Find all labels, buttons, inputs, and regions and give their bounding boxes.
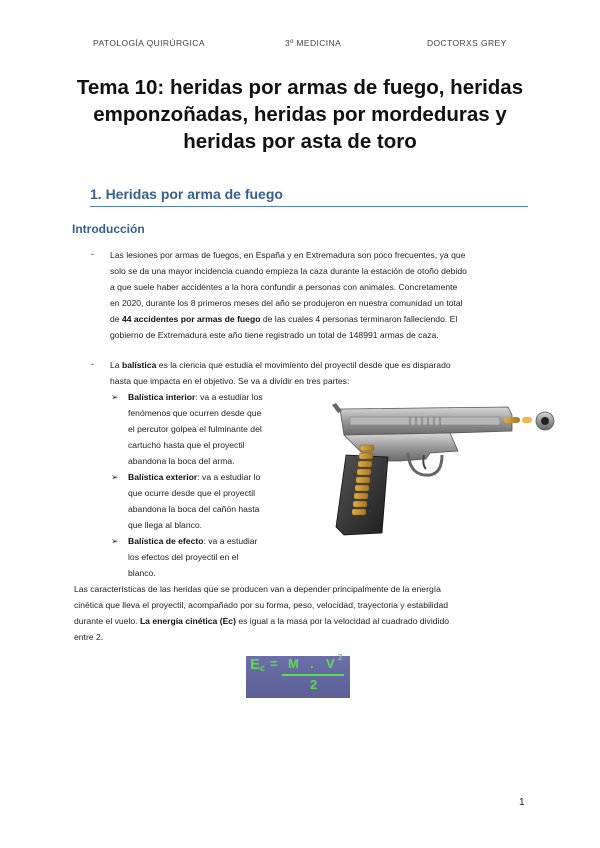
para-line: cartucho hasta que el proyectil [128,440,245,450]
text-run: es la ciencia que estudia el movimiento del proyectil desde que es disparado [156,360,451,370]
para-line: gobierno de Extremadura este año tiene registrado un total de 148991 armas de caza. [110,330,439,340]
arrow-bullet-icon: ➢ [111,472,119,482]
formula-lhs-sub: c [260,663,266,673]
para-line: que llega al blanco. [128,520,203,530]
subitem-exterior [111,469,308,533]
para-line: entre 2. [74,632,104,642]
para-line: Las características de las heridas que se producen van a depender principalmente de la energía [74,584,441,594]
text-run: es igual a la masa por la velocidad al cuadrado dividido [235,616,450,626]
formula-velocity: V [326,656,335,671]
para-line: hasta que impacta en el objetivo. Se va a dividir en tres partes: [110,376,350,386]
para-line [74,613,528,629]
formula-eq: = [270,656,278,671]
intro-paragraph [110,247,528,343]
subsection-heading: Introducción [72,222,145,236]
para-line: que ocurre desde que el proyectil [128,488,256,498]
para-line [128,389,308,405]
subitem-efecto [111,533,308,581]
fraction-bar [282,674,344,676]
gun-illustration [330,395,556,541]
para-line: cinética que lleva el proyectil, acompañado por su forma, peso, velocidad, trayectoria y estabilidad [74,600,449,610]
para-line: a que suele haber accidentes a la hora confundir a personas con animales. Concretamente [110,282,458,292]
para-line: blanco. [128,568,156,578]
formula-lhs: E [250,656,261,673]
para-line: fenómenos que ocurren desde que [128,408,262,418]
para-line: el percutor golpea el fulminante del [128,424,262,434]
closing-paragraph [74,581,528,645]
para-line: los efectos del proyectil en el [128,552,239,562]
kinetic-energy-formula [246,653,350,698]
para-line: Las lesiones por armas de fuegos, en España y en Extremadura son poco frecuentes, ya que [110,250,466,260]
para-line: abandona la boca del arma. [128,456,235,466]
formula-denominator: 2 [310,677,318,692]
section-heading: 1. Heridas por arma de fuego [90,186,283,202]
para-line [128,469,308,485]
bold-run: Balística de efecto [128,536,204,546]
text-run: : va a estudiar los [195,392,263,402]
subitem-interior [111,389,308,469]
bold-run: Balística interior [128,392,196,402]
para-line [110,311,528,327]
bullet-dash: - [91,359,94,369]
bold-run: balística [121,360,157,370]
formula-mass: M [288,656,299,671]
text-run: de [110,314,122,324]
bold-run: Balística exterior [128,472,198,482]
text-run: : va a estudiar [203,536,258,546]
header-year: 3º MEDICINA [285,38,342,48]
page-number: 1 [519,797,525,808]
formula-dot: . [310,656,314,671]
text-run: La [110,360,122,370]
page-title: Tema 10: heridas por armas de fuego, heridas emponzoñadas, heridas por mordeduras y heridas por asta de toro [76,76,524,153]
para-line: abandona la boca del cañón hasta [128,504,260,514]
bold-run: 44 accidentes por armas de fuego [121,314,261,324]
header-course: PATOLOGÍA QUIRÚRGICA [93,38,205,48]
text-run: : va a estudiar lo [197,472,261,482]
para-line: en 2020, durante los 8 primeros meses del año se produjeron en nuestra comunidad un total [110,298,463,308]
text-run: de las cuales 4 personas terminaron falleciendo. El [260,314,458,324]
section-rule [90,206,528,207]
header-author: DOCTORXS GREY [427,38,507,48]
bullet-dash: - [91,249,94,259]
ballistics-paragraph [110,357,528,389]
formula-exponent: 2 [338,653,343,662]
para-line [128,533,308,549]
bold-run: La energía cinética (Ec) [139,616,236,626]
para-line: solo se da una mayor incidencia cuando empieza la caza durante la estación de otoño debido [110,266,467,276]
para-line [110,357,528,373]
bullet-end-view [536,412,554,430]
arrow-bullet-icon: ➢ [111,392,119,402]
text-run: durante el vuelo. [74,616,140,626]
arrow-bullet-icon: ➢ [111,536,119,546]
